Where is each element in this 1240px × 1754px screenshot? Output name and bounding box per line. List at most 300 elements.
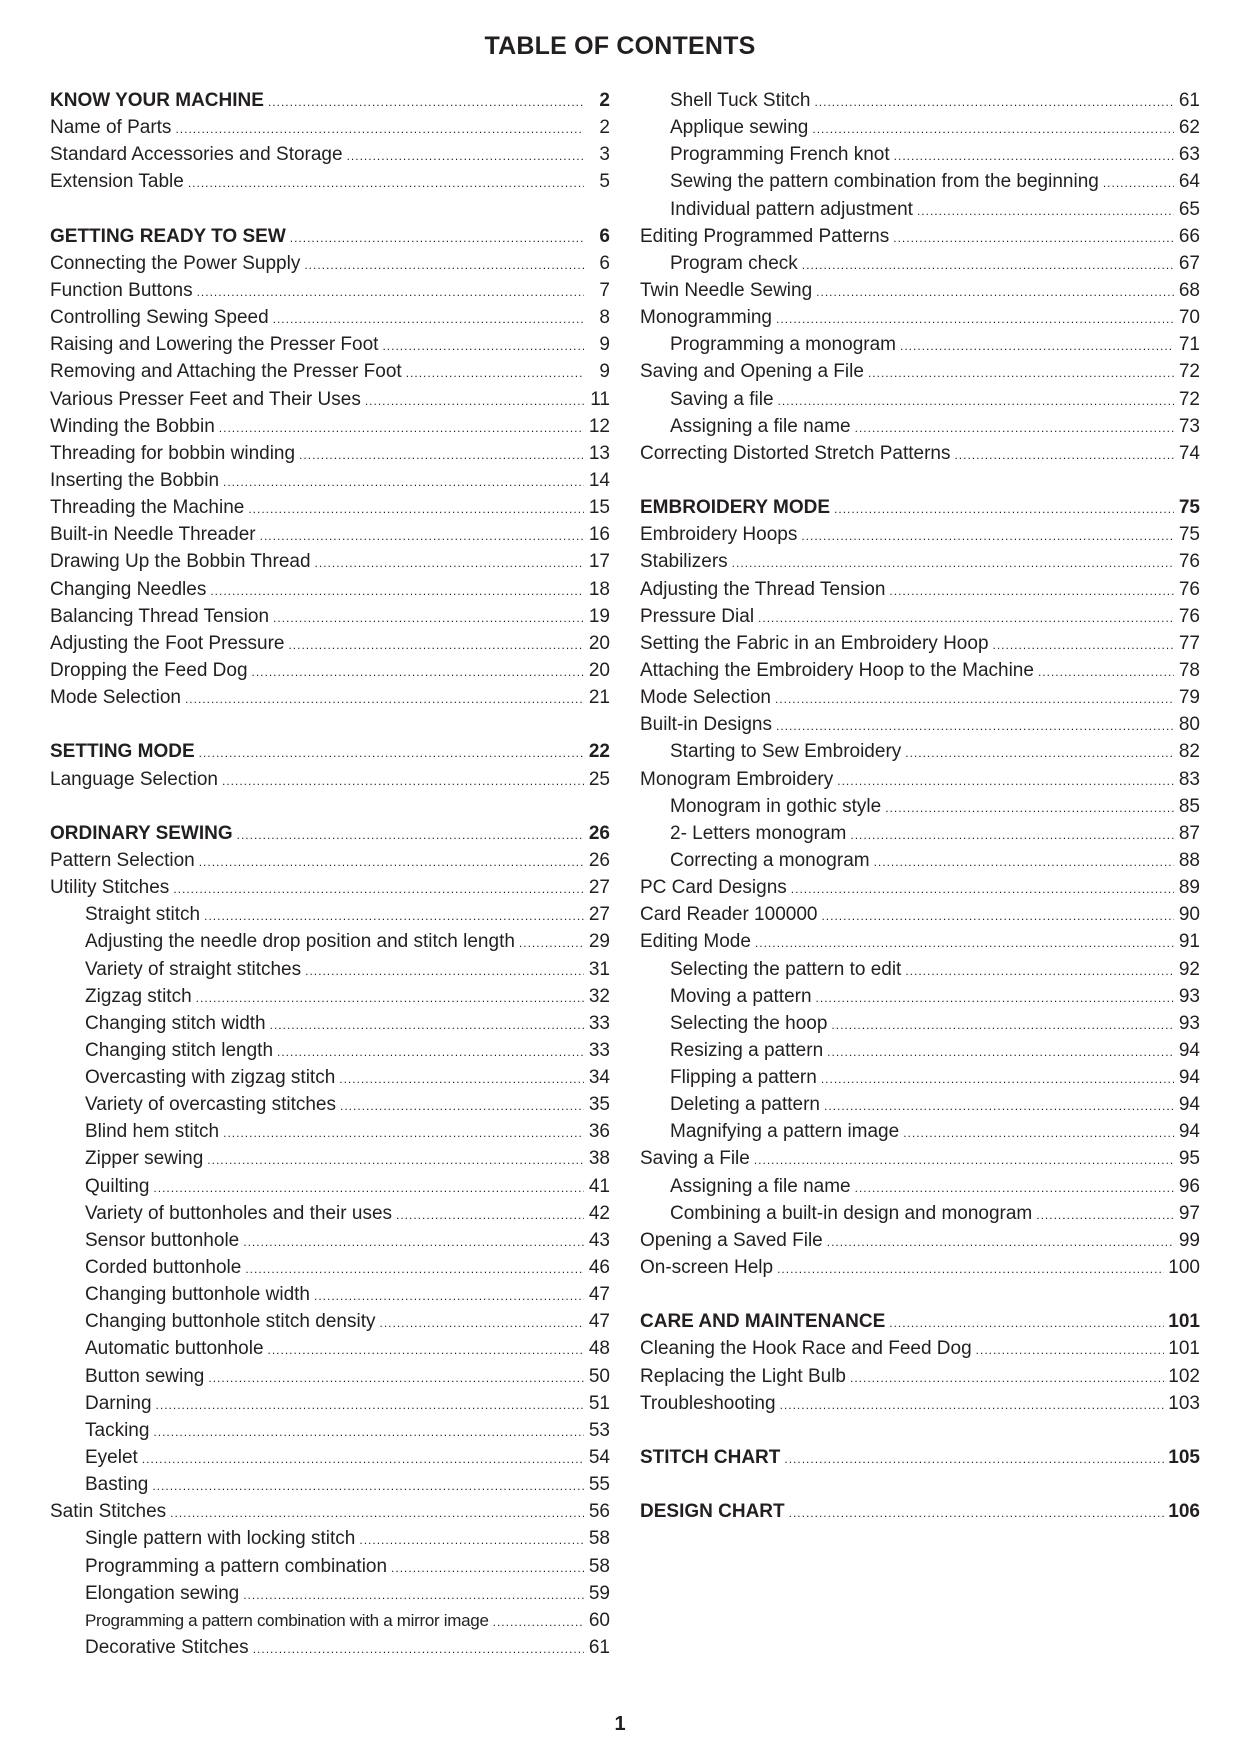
toc-page-number: 60 — [588, 1609, 610, 1631]
dot-leader — [175, 116, 584, 141]
toc-entry-title: Sensor buttonhole — [85, 1229, 240, 1251]
toc-page-number: 2 — [599, 90, 610, 111]
toc-subentry — [640, 196, 1200, 223]
toc-entry-title: Shell Tuck Stitch — [670, 90, 811, 111]
toc-subentry — [640, 141, 1200, 168]
dot-leader — [780, 1392, 1165, 1417]
toc-entry — [640, 440, 1200, 467]
dot-leader — [199, 740, 584, 765]
toc-page-number: 5 — [599, 171, 610, 193]
dot-leader — [268, 89, 584, 114]
toc-entry-title: Assigning a file name — [670, 1175, 851, 1197]
dot-leader — [223, 469, 584, 494]
section-spacer — [640, 1417, 1200, 1444]
toc-page-number: 11 — [590, 388, 610, 410]
toc-entry — [640, 630, 1200, 657]
toc-entry — [640, 766, 1200, 793]
toc-page-number: 8 — [599, 307, 610, 329]
toc-entry-title: Program check — [670, 252, 798, 274]
dot-leader — [196, 985, 584, 1010]
toc-page-number: 14 — [588, 469, 610, 491]
toc-page-number: 83 — [1178, 768, 1200, 790]
toc-page-number: 34 — [588, 1067, 610, 1089]
toc-page-number: 58 — [588, 1555, 610, 1577]
dot-leader — [339, 1066, 584, 1091]
toc-section-heading — [50, 738, 610, 765]
dot-leader — [406, 360, 584, 385]
dot-leader — [391, 1555, 584, 1580]
dot-leader — [855, 415, 1174, 440]
toc-entry-title: EMBROIDERY MODE — [640, 497, 831, 519]
dot-leader — [365, 388, 584, 413]
toc-entry-title: Monogram Embroidery — [640, 768, 834, 790]
toc-page-number: 48 — [588, 1338, 610, 1360]
dot-leader — [314, 1283, 584, 1308]
toc-entry-title: Programming a pattern combination with a mirror image — [85, 1610, 489, 1630]
toc-section-heading — [50, 223, 610, 250]
page-number: 1 — [614, 1713, 626, 1735]
toc-page-number: 77 — [1178, 632, 1200, 654]
toc-entry-title: Replacing the Light Bulb — [640, 1365, 846, 1387]
toc-page-number: 63 — [1178, 144, 1200, 166]
toc-subentry — [50, 1634, 610, 1661]
toc-page-number: 29 — [588, 931, 610, 953]
toc-entry — [640, 1227, 1200, 1254]
toc-subentry — [50, 1308, 610, 1335]
toc-entry-title: Troubleshooting — [640, 1392, 776, 1414]
toc-subentry — [640, 386, 1200, 413]
toc-entry-title: Mode Selection — [640, 687, 771, 709]
toc-entry-title: Embroidery Hoops — [640, 524, 798, 546]
toc-entry-title: Applique sewing — [670, 117, 809, 139]
toc-entry-title: ORDINARY SEWING — [50, 822, 233, 844]
dot-leader — [868, 360, 1174, 385]
dot-leader — [814, 89, 1174, 114]
toc-page-number: 75 — [1178, 497, 1200, 519]
toc-page-number: 89 — [1178, 877, 1200, 899]
toc-page-number: 26 — [588, 849, 610, 871]
toc-page-number: 33 — [588, 1012, 610, 1034]
toc-entry-title: Name of Parts — [50, 117, 172, 139]
dot-leader — [243, 1229, 584, 1254]
toc-entry-title: Selecting the pattern to edit — [670, 958, 902, 980]
dot-leader — [954, 442, 1174, 467]
toc-subentry — [640, 793, 1200, 820]
dot-leader — [905, 958, 1174, 983]
dot-leader — [905, 740, 1174, 765]
toc-entry — [50, 521, 610, 548]
toc-entry-title: Balancing Thread Tension — [50, 605, 270, 627]
toc-subentry — [50, 1118, 610, 1145]
toc-entry-title: On-screen Help — [640, 1257, 774, 1279]
toc-entry-title: Programming French knot — [670, 144, 890, 166]
toc-section-heading — [640, 1498, 1200, 1525]
toc-entry-title: Editing Programmed Patterns — [640, 225, 890, 247]
toc-subentry — [50, 1580, 610, 1607]
dot-leader — [237, 822, 584, 847]
toc-subentry — [50, 901, 610, 928]
toc-page-number: 20 — [588, 659, 610, 681]
page-title: TABLE OF CONTENTS — [484, 32, 756, 60]
toc-entry-title: DESIGN CHART — [640, 1501, 785, 1523]
dot-leader — [850, 822, 1174, 847]
toc-page-number: 74 — [1178, 442, 1200, 464]
toc-entry — [50, 141, 610, 168]
toc-subentry — [640, 1037, 1200, 1064]
dot-leader — [816, 985, 1174, 1010]
toc-section-heading — [640, 1444, 1200, 1471]
dot-leader — [900, 333, 1174, 358]
toc-entry — [640, 1363, 1200, 1390]
toc-entry-title: Threading for bobbin winding — [50, 442, 296, 464]
dot-leader — [268, 1337, 584, 1362]
toc-entry-title: Selecting the hoop — [670, 1012, 828, 1034]
dot-leader — [253, 1636, 584, 1661]
toc-entry — [50, 386, 610, 413]
toc-page-number: 76 — [1178, 551, 1200, 573]
toc-left-column — [50, 87, 610, 1661]
toc-subentry — [50, 956, 610, 983]
dot-leader — [222, 768, 584, 793]
toc-subentry — [640, 1064, 1200, 1091]
toc-entry — [50, 603, 610, 630]
toc-entry-title: Stabilizers — [640, 551, 728, 573]
toc-entry-title: Combining a built-in design and monogram — [670, 1202, 1033, 1224]
dot-leader — [288, 632, 584, 657]
toc-entry-title: Changing Needles — [50, 578, 207, 600]
toc-entry — [50, 494, 610, 521]
toc-subentry — [50, 1173, 610, 1200]
toc-entry-title: Magnifying a pattern image — [670, 1121, 900, 1143]
dot-leader — [197, 279, 584, 304]
toc-entry-title: Changing buttonhole width — [85, 1284, 311, 1306]
toc-entry — [50, 277, 610, 304]
toc-subentry — [50, 1335, 610, 1362]
toc-page-number: 102 — [1168, 1365, 1200, 1387]
toc-page-number: 62 — [1178, 117, 1200, 139]
toc-subentry — [50, 1444, 610, 1471]
dot-leader — [207, 1147, 584, 1172]
toc-page-number: 99 — [1178, 1229, 1200, 1251]
dot-leader — [185, 686, 584, 711]
toc-entry-title: Moving a pattern — [670, 985, 812, 1007]
dot-leader — [277, 1039, 584, 1064]
toc-entry-title: Opening a Saved File — [640, 1229, 823, 1251]
dot-leader — [889, 1310, 1164, 1335]
toc-page-number: 51 — [588, 1392, 610, 1414]
toc-entry-title: Various Presser Feet and Their Uses — [50, 388, 361, 410]
section-spacer — [50, 793, 610, 820]
toc-subentry — [640, 413, 1200, 440]
dot-leader — [776, 306, 1174, 331]
toc-page-number: 7 — [599, 279, 610, 301]
toc-page-number: 9 — [599, 334, 610, 356]
toc-page-number: 67 — [1178, 252, 1200, 274]
toc-page-number: 50 — [588, 1365, 610, 1387]
toc-page-number: 106 — [1168, 1501, 1200, 1523]
toc-entry-title: Built-in Designs — [640, 714, 772, 736]
dot-leader — [188, 170, 584, 195]
toc-page-number: 55 — [588, 1474, 610, 1496]
section-spacer — [50, 196, 610, 223]
toc-subentry — [50, 1417, 610, 1444]
toc-entry — [640, 1390, 1200, 1417]
toc-page-number: 103 — [1168, 1392, 1200, 1414]
toc-page-number: 76 — [1178, 605, 1200, 627]
dot-leader — [850, 1365, 1164, 1390]
toc-page-number: 101 — [1168, 1311, 1200, 1333]
dot-leader — [252, 659, 584, 684]
dot-leader — [305, 958, 584, 983]
dot-leader — [754, 1147, 1174, 1172]
toc-entry-title: PC Card Designs — [640, 877, 787, 899]
toc-entry-title: Built-in Needle Threader — [50, 524, 256, 546]
toc-subentry — [640, 820, 1200, 847]
toc-page-number: 101 — [1168, 1338, 1200, 1360]
toc-entry-title: Inserting the Bobbin — [50, 469, 220, 491]
toc-subentry — [640, 1010, 1200, 1037]
dot-leader — [152, 1473, 584, 1498]
toc-subentry — [640, 1173, 1200, 1200]
toc-page-number: 35 — [588, 1094, 610, 1116]
toc-page-number: 17 — [588, 551, 610, 573]
toc-subentry — [50, 1254, 610, 1281]
toc-entry-title: Changing stitch length — [85, 1039, 274, 1061]
toc-entry — [50, 114, 610, 141]
toc-page-number: 61 — [1178, 90, 1200, 111]
toc-subentry — [50, 1607, 610, 1634]
toc-entry-title: Controlling Sewing Speed — [50, 307, 269, 329]
toc-subentry — [640, 168, 1200, 195]
toc-page-number: 68 — [1178, 279, 1200, 301]
dot-leader — [776, 713, 1174, 738]
dot-leader — [778, 388, 1174, 413]
toc-subentry — [50, 1010, 610, 1037]
toc-entry-title: Twin Needle Sewing — [640, 279, 813, 301]
dot-leader — [153, 1175, 584, 1200]
dot-leader — [885, 795, 1174, 820]
toc-entry-title: Starting to Sew Embroidery — [670, 741, 902, 763]
toc-page-number: 96 — [1178, 1175, 1200, 1197]
toc-entry-title: Satin Stitches — [50, 1501, 167, 1523]
section-spacer — [640, 1471, 1200, 1498]
toc-page-number: 15 — [588, 497, 610, 519]
dot-leader — [260, 523, 584, 548]
dot-leader — [396, 1202, 584, 1227]
dot-leader — [993, 632, 1174, 657]
toc-subentry — [640, 1118, 1200, 1145]
toc-entry-title: SETTING MODE — [50, 741, 195, 763]
toc-entry-title: Standard Accessories and Storage — [50, 144, 343, 166]
toc-page-number: 94 — [1178, 1067, 1200, 1089]
toc-entry-title: Programming a monogram — [670, 334, 896, 356]
toc-subentry — [640, 250, 1200, 277]
toc-entry-title: Zigzag stitch — [85, 985, 192, 1007]
toc-page-number: 25 — [588, 768, 610, 790]
dot-leader — [834, 496, 1174, 521]
dot-leader — [273, 605, 584, 630]
toc-subentry — [640, 331, 1200, 358]
toc-entry-title: KNOW YOUR MACHINE — [50, 90, 264, 111]
dot-leader — [299, 442, 584, 467]
toc-subentry — [50, 1281, 610, 1308]
toc-entry-title: CARE AND MAINTENANCE — [640, 1311, 886, 1333]
toc-subentry — [50, 983, 610, 1010]
toc-entry-title: Automatic buttonhole — [85, 1338, 264, 1360]
dot-leader — [1038, 659, 1174, 684]
toc-entry-title: STITCH CHART — [640, 1447, 781, 1469]
toc-subentry — [640, 956, 1200, 983]
toc-page-number: 91 — [1178, 931, 1200, 953]
toc-entry-title: Monogramming — [640, 307, 772, 329]
toc-page-number: 3 — [599, 144, 610, 166]
toc-entry-title: Darning — [85, 1392, 152, 1414]
toc-entry-title: Correcting Distorted Stretch Patterns — [640, 442, 951, 464]
dot-leader — [812, 116, 1174, 141]
toc-entry — [50, 657, 610, 684]
toc-entry — [50, 684, 610, 711]
toc-entry-title: Utility Stitches — [50, 877, 170, 899]
toc-entry-title: Cleaning the Hook Race and Feed Dog — [640, 1338, 972, 1360]
toc-entry-title: Language Selection — [50, 768, 218, 790]
toc-page-number: 94 — [1178, 1039, 1200, 1061]
toc-subentry — [50, 1471, 610, 1498]
toc-page-number: 2 — [599, 117, 610, 139]
toc-page-number: 46 — [588, 1257, 610, 1279]
dot-leader — [791, 876, 1174, 901]
toc-entry-title: Monogram in gothic style — [670, 795, 882, 817]
toc-entry — [640, 223, 1200, 250]
toc-subentry — [640, 738, 1200, 765]
dot-leader — [777, 1256, 1164, 1281]
dot-leader — [304, 252, 584, 277]
toc-entry — [50, 168, 610, 195]
toc-entry-title: Quilting — [85, 1175, 150, 1197]
toc-page-number: 92 — [1178, 958, 1200, 980]
toc-page-number: 42 — [588, 1202, 610, 1224]
dot-leader — [248, 496, 584, 521]
toc-page-number: 19 — [588, 605, 610, 627]
dot-leader — [837, 768, 1174, 793]
toc-entry-title: Overcasting with zigzag stitch — [85, 1067, 336, 1089]
toc-page-number: 78 — [1178, 659, 1200, 681]
toc-entry-title: Saving a file — [670, 388, 774, 410]
toc-entry — [50, 331, 610, 358]
dot-leader — [824, 1093, 1174, 1118]
toc-page-number: 53 — [588, 1419, 610, 1441]
toc-page-number: 87 — [1178, 822, 1200, 844]
toc-page-number: 94 — [1178, 1094, 1200, 1116]
toc-page-number: 79 — [1178, 687, 1200, 709]
toc-subentry — [640, 1200, 1200, 1227]
dot-leader — [821, 1066, 1174, 1091]
toc-entry — [640, 277, 1200, 304]
toc-entry-title: Removing and Attaching the Presser Foot — [50, 361, 402, 383]
toc-page-number: 58 — [588, 1528, 610, 1550]
toc-entry — [50, 847, 610, 874]
toc-entry — [640, 1254, 1200, 1281]
toc-entry — [640, 1145, 1200, 1172]
toc-page-number: 94 — [1178, 1121, 1200, 1143]
toc-entry — [640, 928, 1200, 955]
dot-leader — [173, 876, 584, 901]
toc-entry — [50, 467, 610, 494]
toc-entry — [50, 766, 610, 793]
toc-entry-title: Saving and Opening a File — [640, 361, 864, 383]
toc-page-number: 6 — [599, 252, 610, 274]
toc-entry — [640, 684, 1200, 711]
toc-entry — [640, 711, 1200, 738]
dot-leader — [156, 1392, 584, 1417]
toc-subentry — [50, 928, 610, 955]
toc-page-number: 72 — [1178, 361, 1200, 383]
toc-entry-title: Saving a File — [640, 1148, 750, 1170]
toc-page-number: 64 — [1178, 171, 1200, 193]
toc-page-number: 76 — [1178, 578, 1200, 600]
dot-leader — [801, 523, 1174, 548]
dot-leader — [493, 1609, 584, 1634]
toc-section-heading — [640, 1308, 1200, 1335]
dot-leader — [789, 1500, 1165, 1525]
toc-page-number: 95 — [1178, 1148, 1200, 1170]
toc-entry-title: Connecting the Power Supply — [50, 252, 301, 274]
toc-page-number: 54 — [588, 1447, 610, 1469]
toc-subentry — [640, 87, 1200, 114]
toc-page-number: 18 — [588, 578, 610, 600]
dot-leader — [874, 849, 1174, 874]
toc-page-number: 12 — [588, 415, 610, 437]
toc-entry-title: Pressure Dial — [640, 605, 755, 627]
toc-entry-title: Flipping a pattern — [670, 1067, 817, 1089]
toc-page-number: 32 — [588, 985, 610, 1007]
toc-subentry — [50, 1200, 610, 1227]
dot-leader — [223, 1120, 584, 1145]
toc-subentry — [50, 1145, 610, 1172]
dot-leader — [340, 1093, 584, 1118]
toc-page-number: 88 — [1178, 849, 1200, 871]
dot-leader — [153, 1419, 584, 1444]
dot-leader — [382, 333, 584, 358]
toc-page-number: 97 — [1178, 1202, 1200, 1224]
toc-page-number: 26 — [588, 822, 610, 844]
toc-entry — [50, 250, 610, 277]
dot-leader — [893, 225, 1174, 250]
dot-leader — [802, 252, 1174, 277]
toc-right-column — [640, 87, 1200, 1525]
toc-entry — [50, 413, 610, 440]
toc-page-number: 61 — [588, 1637, 610, 1659]
toc-entry — [640, 576, 1200, 603]
dot-leader — [270, 1012, 584, 1037]
toc-page-number: 70 — [1178, 307, 1200, 329]
dot-leader — [170, 1500, 584, 1525]
toc-subentry — [640, 114, 1200, 141]
toc-entry-title: Function Buttons — [50, 279, 193, 301]
toc-entry-title: Adjusting the needle drop position and stitch length — [85, 931, 515, 953]
toc-entry — [640, 358, 1200, 385]
toc-subentry — [640, 1091, 1200, 1118]
toc-page-number: 16 — [588, 524, 610, 546]
dot-leader — [219, 415, 584, 440]
toc-subentry — [50, 1064, 610, 1091]
toc-entry — [50, 630, 610, 657]
dot-leader — [315, 550, 584, 575]
dot-leader — [732, 550, 1174, 575]
toc-subentry — [50, 1363, 610, 1390]
toc-subentry — [50, 1553, 610, 1580]
toc-subentry — [50, 1227, 610, 1254]
toc-entry — [50, 874, 610, 901]
